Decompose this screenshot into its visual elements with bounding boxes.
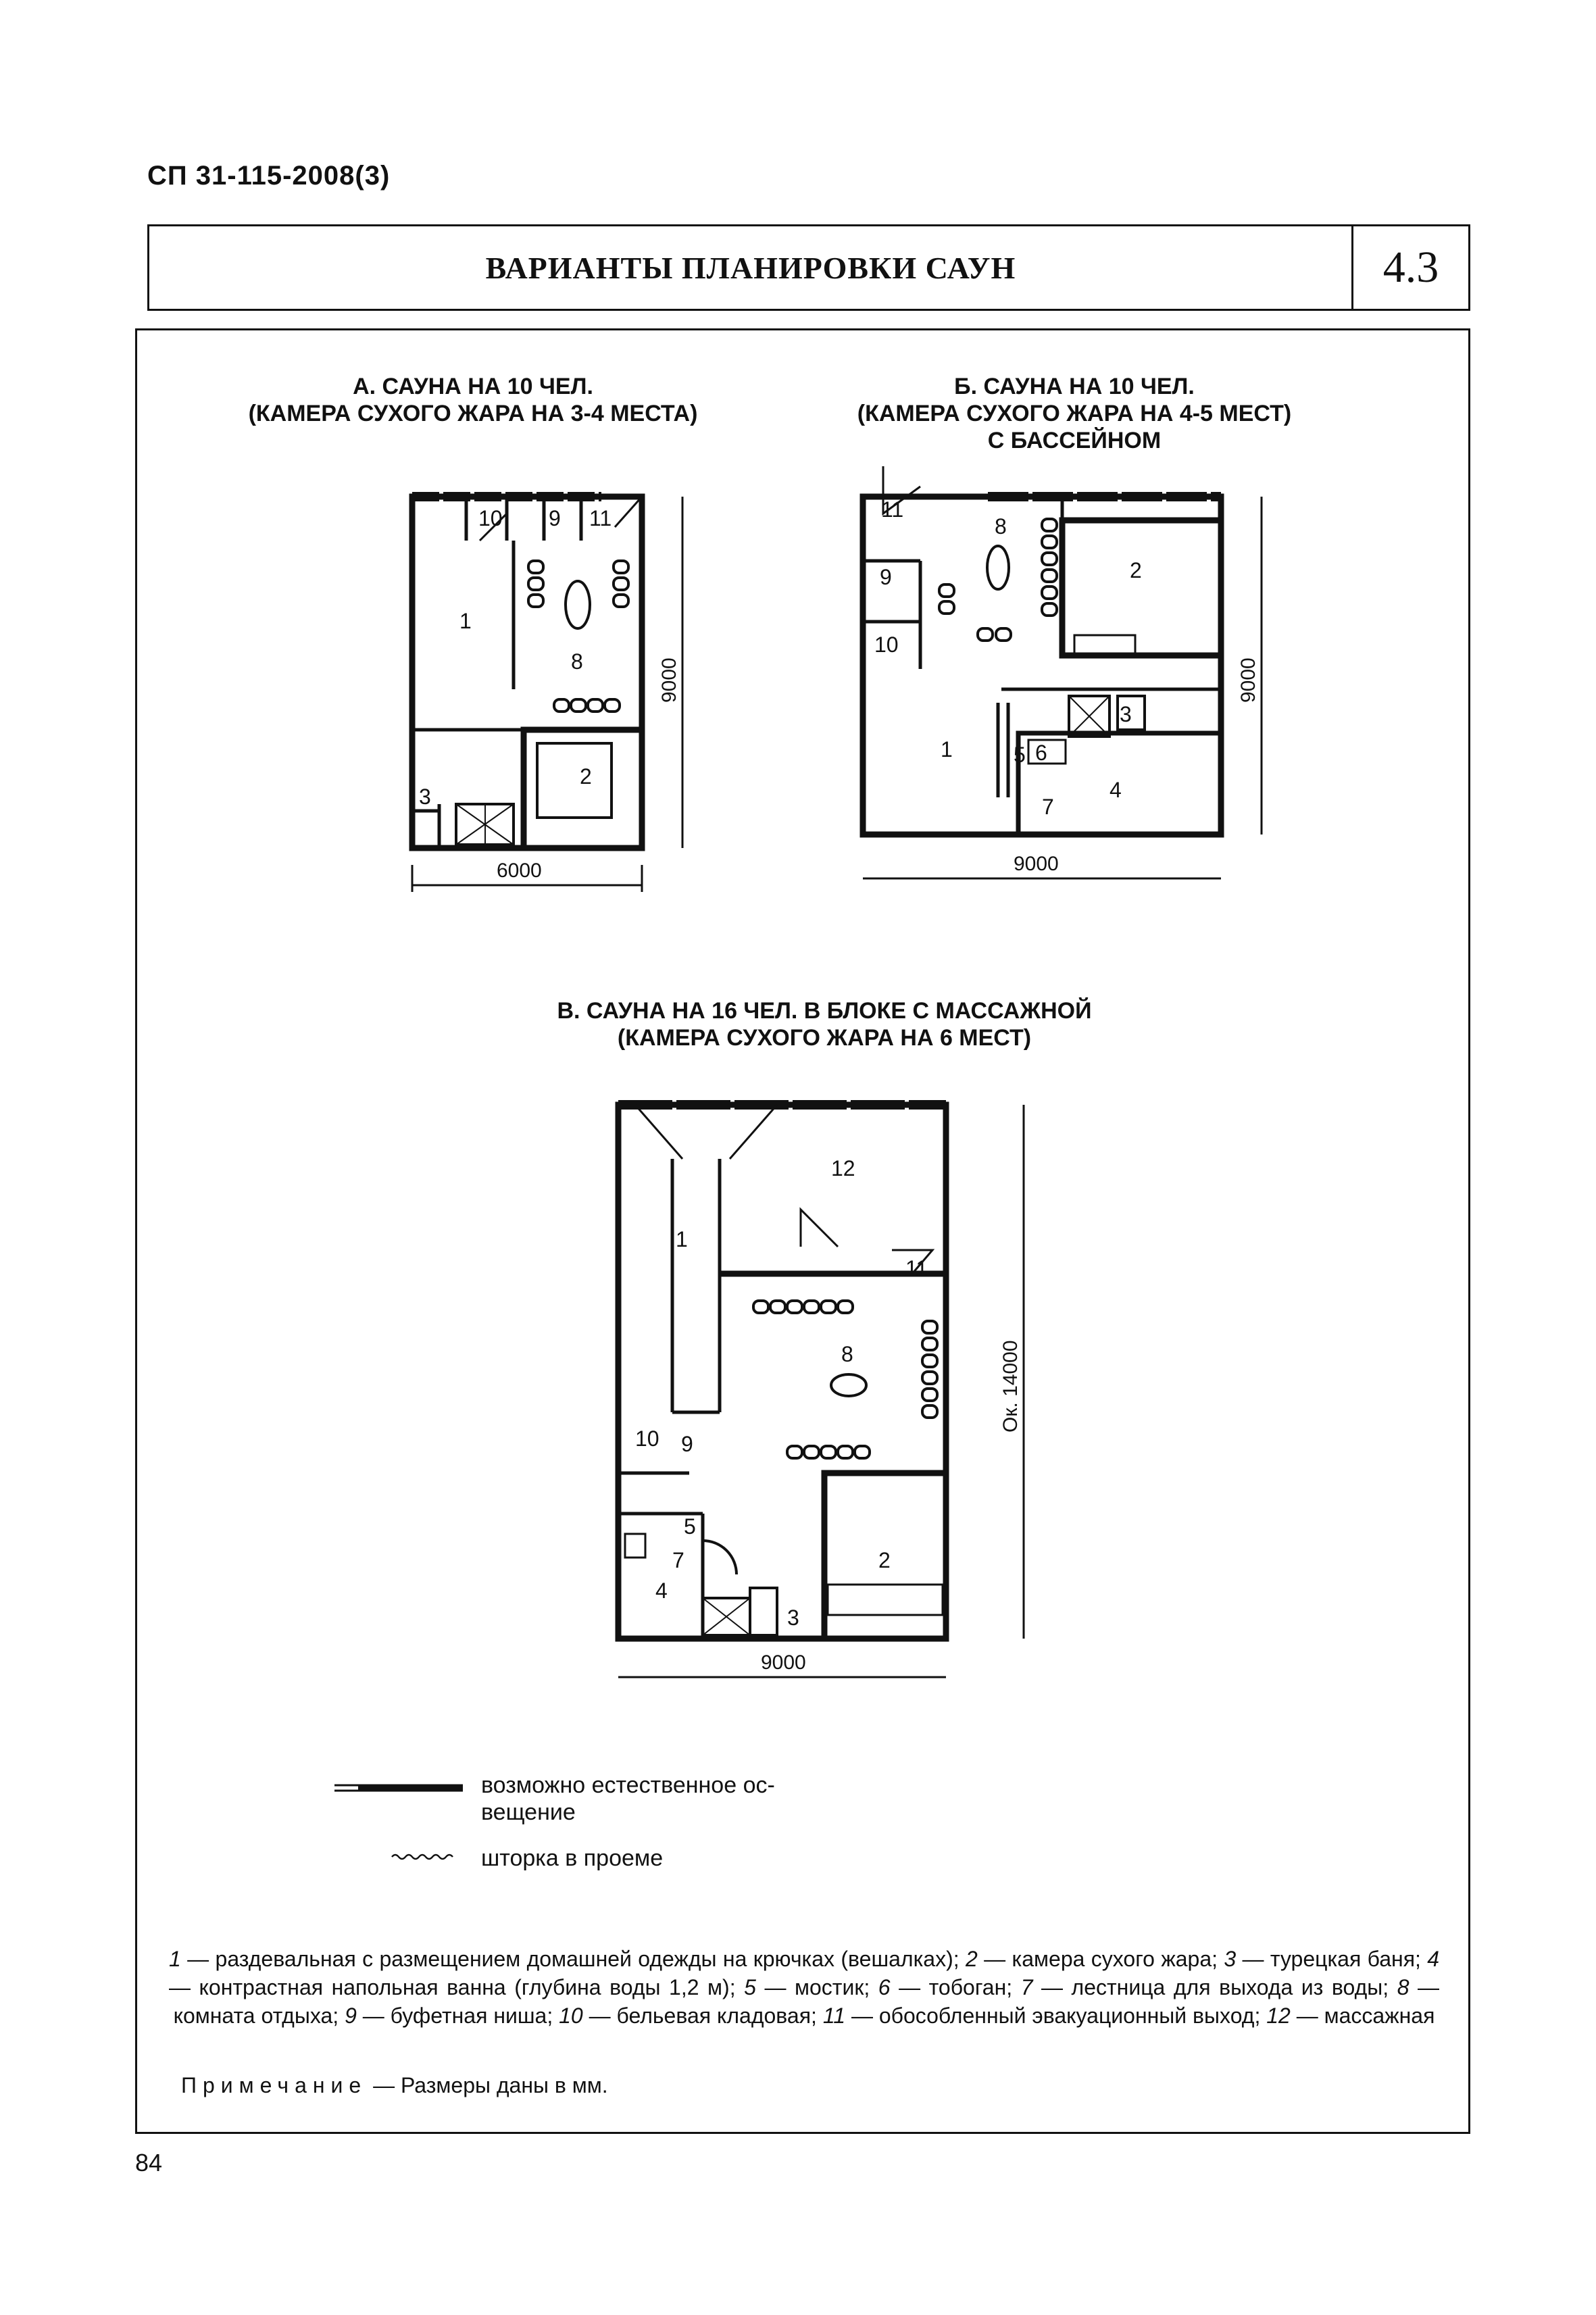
svg-text:10: 10 xyxy=(874,632,899,657)
svg-text:9: 9 xyxy=(880,565,892,589)
legend-symbols xyxy=(331,1770,466,1878)
note xyxy=(181,2073,608,2098)
plan-b-height: 9000 xyxy=(1237,657,1260,703)
svg-text:9: 9 xyxy=(549,506,561,530)
explanation-text: массажная xyxy=(1324,2003,1435,2028)
explanation-text: мостик; xyxy=(795,1975,870,1999)
plan-v-caption-line1: В. САУНА НА 16 ЧЕЛ. В БЛОКЕ С МАССАЖНОЙ xyxy=(557,998,1092,1024)
page-number: 84 xyxy=(135,2149,163,2176)
svg-text:2: 2 xyxy=(580,764,592,789)
title-box xyxy=(147,224,1470,311)
explanation-number: 12 xyxy=(1266,2003,1291,2028)
explanation-number: 3 xyxy=(1224,1947,1237,1971)
explanation-number: 4 xyxy=(1427,1947,1440,1971)
svg-text:2: 2 xyxy=(1130,558,1142,582)
svg-text:8: 8 xyxy=(571,649,583,674)
plan-a-caption-line2: (КАМЕРА СУХОГО ЖАРА НА 3-4 МЕСТА) xyxy=(248,401,698,426)
room-explanation: 1 — раздевальная с размещением домашней одежды на крючках (вешалках); 2 — камера сухого жара; 3 — турецкая баня; 4 — контрастная напольная ванна (глубина воды 1,2 м); 5 — мостик; 6 — тобоган; 7 — лестница для выхода из воды; 8 — комната отдыха; 9 — буфетная ниша; 10 — бельевая кладовая; 11 — обособленный эвакуационный выход; 12 — массажная xyxy=(169,1947,1440,2028)
explanation-number: 1 xyxy=(169,1947,181,1971)
svg-text:5: 5 xyxy=(1014,743,1026,767)
plan-a-drawing xyxy=(399,487,696,905)
explanation-text: комната отдыха; xyxy=(173,2003,339,2028)
document-code: СП 31-115-2008(3) xyxy=(147,161,391,191)
plan-a-caption xyxy=(182,373,764,427)
plan-v-caption-line2: (КАМЕРА СУХОГО ЖАРА НА 6 МЕСТ) xyxy=(617,1025,1032,1051)
explanation-text: лестница для выхода из воды; xyxy=(1071,1975,1389,1999)
svg-text:2: 2 xyxy=(878,1548,891,1572)
plan-v-width: 9000 xyxy=(761,1651,806,1674)
note-label: Примечание xyxy=(181,2073,368,2097)
explanation-number: 6 xyxy=(878,1975,891,1999)
svg-text:10: 10 xyxy=(478,506,503,530)
explanation-text: бельевая кладовая; xyxy=(616,2003,817,2028)
legend-natural-light-line1: возможно естественное ос- xyxy=(481,1772,775,1798)
plan-a-height: 9000 xyxy=(658,657,680,703)
explanation-text: обособленный эвакуационный выход; xyxy=(878,2003,1261,2028)
legend-curtain: шторка в проеме xyxy=(481,1845,664,1871)
svg-text:10: 10 xyxy=(635,1426,659,1451)
explanation-number: 11 xyxy=(822,2003,846,2028)
svg-text:1: 1 xyxy=(676,1227,688,1251)
legend-natural-light xyxy=(481,1772,775,1826)
plan-a-width: 6000 xyxy=(497,860,542,882)
plan-b-caption-line2: (КАМЕРА СУХОГО ЖАРА НА 4-5 МЕСТ) xyxy=(857,401,1292,426)
explanation-number: 8 xyxy=(1397,1975,1410,1999)
plan-b-width: 9000 xyxy=(1014,853,1059,875)
plan-a-caption-line1: А. САУНА НА 10 ЧЕЛ. xyxy=(353,374,593,399)
section-number: 4.3 xyxy=(1351,226,1468,309)
explanation-number: 2 xyxy=(966,1947,978,1971)
explanation-number: 10 xyxy=(559,2003,583,2028)
plan-b-caption xyxy=(784,373,1365,454)
explanation-text: буфетная ниша; xyxy=(390,2003,553,2028)
svg-text:6: 6 xyxy=(1035,741,1047,765)
svg-text:8: 8 xyxy=(841,1342,853,1366)
explanation-text: камера сухого жара; xyxy=(1012,1947,1218,1971)
explanation-text: тобоган; xyxy=(928,1975,1013,1999)
explanation-number: 7 xyxy=(1020,1975,1033,1999)
svg-text:12: 12 xyxy=(831,1156,855,1180)
plan-v-caption xyxy=(432,997,1216,1051)
svg-text:5: 5 xyxy=(684,1514,696,1539)
svg-text:4: 4 xyxy=(1109,778,1122,802)
plan-v-drawing xyxy=(608,1095,1054,1696)
note-text: — Размеры даны в мм. xyxy=(373,2073,608,2097)
explanation-text: контрастная напольная ванна (глубина воды 1,2 м); xyxy=(199,1975,736,1999)
svg-text:3: 3 xyxy=(1120,702,1132,726)
svg-text:8: 8 xyxy=(995,514,1007,539)
svg-text:7: 7 xyxy=(1042,795,1054,819)
svg-text:11: 11 xyxy=(881,497,904,522)
explanation-text: раздевальная с размещением домашней одежды на крючках (вешалках); xyxy=(215,1947,959,1971)
plan-b-caption-line1: Б. САУНА НА 10 ЧЕЛ. xyxy=(954,374,1195,399)
svg-text:3: 3 xyxy=(419,785,431,809)
svg-text:1: 1 xyxy=(459,609,472,633)
svg-text:11: 11 xyxy=(589,506,612,530)
svg-text:7: 7 xyxy=(672,1548,684,1572)
svg-text:9: 9 xyxy=(681,1432,693,1456)
plan-b-caption-line3: С БАССЕЙНОМ xyxy=(987,428,1162,453)
svg-text:1: 1 xyxy=(941,737,953,762)
plan-v-height: Ок. 14000 xyxy=(999,1340,1022,1433)
explanation-number: 9 xyxy=(345,2003,357,2028)
explanation-number: 5 xyxy=(744,1975,756,1999)
explanation-text: турецкая баня; xyxy=(1270,1947,1421,1971)
plan-b-drawing xyxy=(853,459,1285,905)
page-title: ВАРИАНТЫ ПЛАНИРОВКИ САУН xyxy=(485,250,1016,285)
svg-text:3: 3 xyxy=(787,1605,799,1630)
svg-text:4: 4 xyxy=(655,1578,668,1603)
legend-natural-light-line2: вещение xyxy=(481,1799,576,1825)
svg-text:11: 11 xyxy=(905,1256,928,1280)
